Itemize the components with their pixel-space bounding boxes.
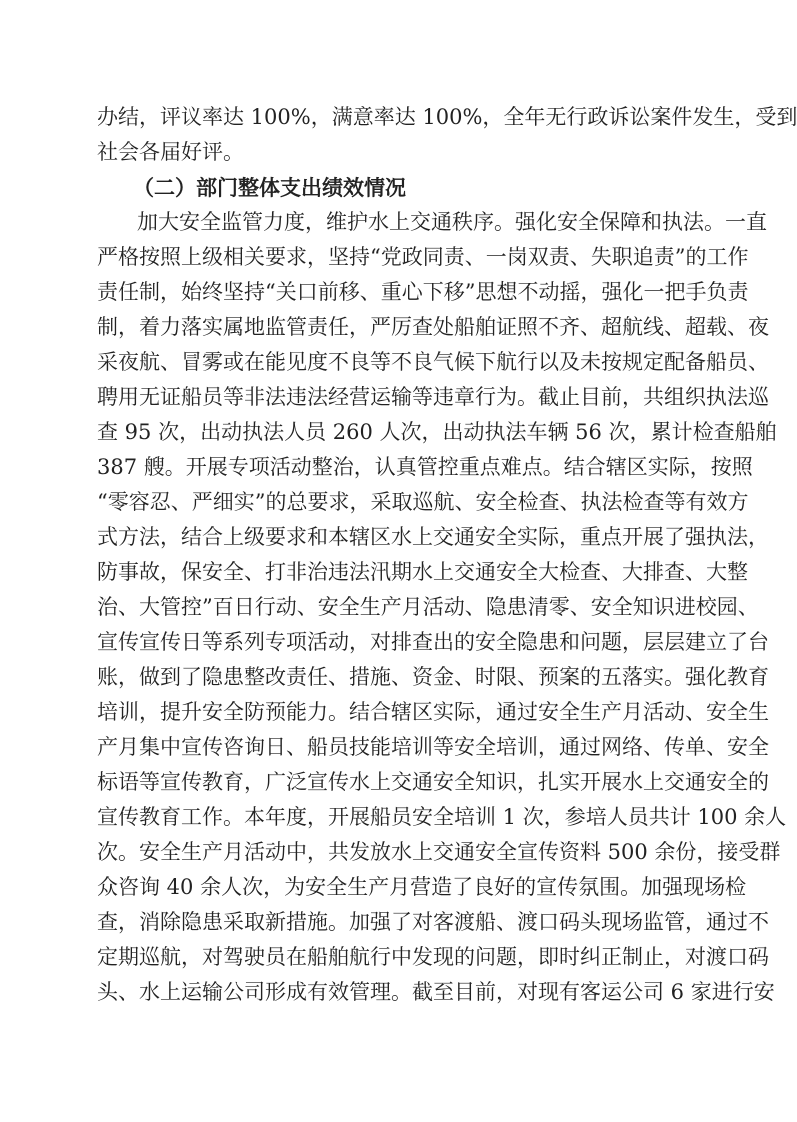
paragraph-line: 培训，提升安全防预能力。结合辖区实际，通过安全生产月活动、安全生 [97, 700, 769, 724]
paragraph-line: 治、大管控”百日行动、安全生产月活动、隐患清零、安全知识进校园、 [97, 595, 759, 619]
paragraph-line: 制，着力落实属地监管责任，严厉查处船舶证照不齐、超航线、超载、夜 [97, 315, 769, 339]
paragraph-line: 标语等宣传教育，广泛宣传水上交通安全知识，扎实开展水上交通安全的 [97, 770, 769, 794]
paragraph-line: 宣传教育工作。本年度，开展船员安全培训 1 次，参培人员共计 100 余人 [97, 805, 787, 829]
paragraph-line: 定期巡航，对驾驶员在船舶航行中发现的问题，即时纠正制止，对渡口码 [97, 945, 769, 969]
paragraph-line: 办结，评议率达 100%，满意率达 100%，全年无行政诉讼案件发生，受到 [97, 105, 797, 129]
paragraph-line: 产月集中宣传咨询日、船员技能培训等安全培训，通过网络、传单、安全 [97, 735, 769, 759]
paragraph-line: 式方法，结合上级要求和本辖区水上交通安全实际，重点开展了强执法， [97, 525, 769, 549]
paragraph-line: 头、水上运输公司形成有效管理。截至目前，对现有客运公司 6 家进行安 [97, 980, 775, 1004]
paragraph-line: 责任制，始终坚持“关口前移、重心下移”思想不动摇，强化一把手负责 [97, 280, 749, 304]
paragraph-line: 查，消除隐患采取新措施。加强了对客渡船、渡口码头现场监管，通过不 [97, 910, 769, 934]
paragraph-line: “零容忍、严细实”的总要求，采取巡航、安全检查、执法检查等有效方 [97, 490, 749, 514]
paragraph-line: 宣传宣传日等系列专项活动，对排查出的安全隐患和问题，层层建立了台 [97, 630, 769, 654]
section-heading: （二）部门整体支出绩效情况 [133, 175, 406, 200]
document-page [97, 100, 797, 1010]
paragraph-line: 社会各届好评。 [97, 140, 244, 164]
paragraph-line: 聘用无证船员等非法违法经营运输等违章行为。截止目前，共组织执法巡 [97, 385, 769, 409]
paragraph-line: 严格按照上级相关要求，坚持“党政同责、一岗双责、失职追责”的工作 [97, 245, 749, 269]
paragraph-line: 查 95 次，出动执法人员 260 人次，出动执法车辆 56 次，累计检查船舶 [97, 420, 777, 444]
paragraph-line: 众咨询 40 余人次，为安全生产月营造了良好的宣传氛围。加强现场检 [97, 875, 747, 899]
paragraph-line: 387 艘。开展专项活动整治，认真管控重点难点。结合辖区实际，按照 [97, 455, 753, 479]
paragraph-line: 账，做到了隐患整改责任、措施、资金、时限、预案的五落实。强化教育 [97, 665, 769, 689]
paragraph-line: 次。安全生产月活动中，共发放水上交通安全宣传资料 500 余份，接受群 [97, 840, 781, 864]
paragraph-line: 防事故，保安全、打非治违法汛期水上交通安全大检查、大排查、大整 [97, 560, 748, 584]
paragraph-line: 加大安全监管力度，维护水上交通秩序。强化安全保障和执法。一直 [137, 210, 767, 234]
body-paragraph [97, 205, 787, 1010]
paragraph-line: 采夜航、冒雾或在能见度不良等不良气候下航行以及未按规定配备船员、 [97, 350, 769, 374]
